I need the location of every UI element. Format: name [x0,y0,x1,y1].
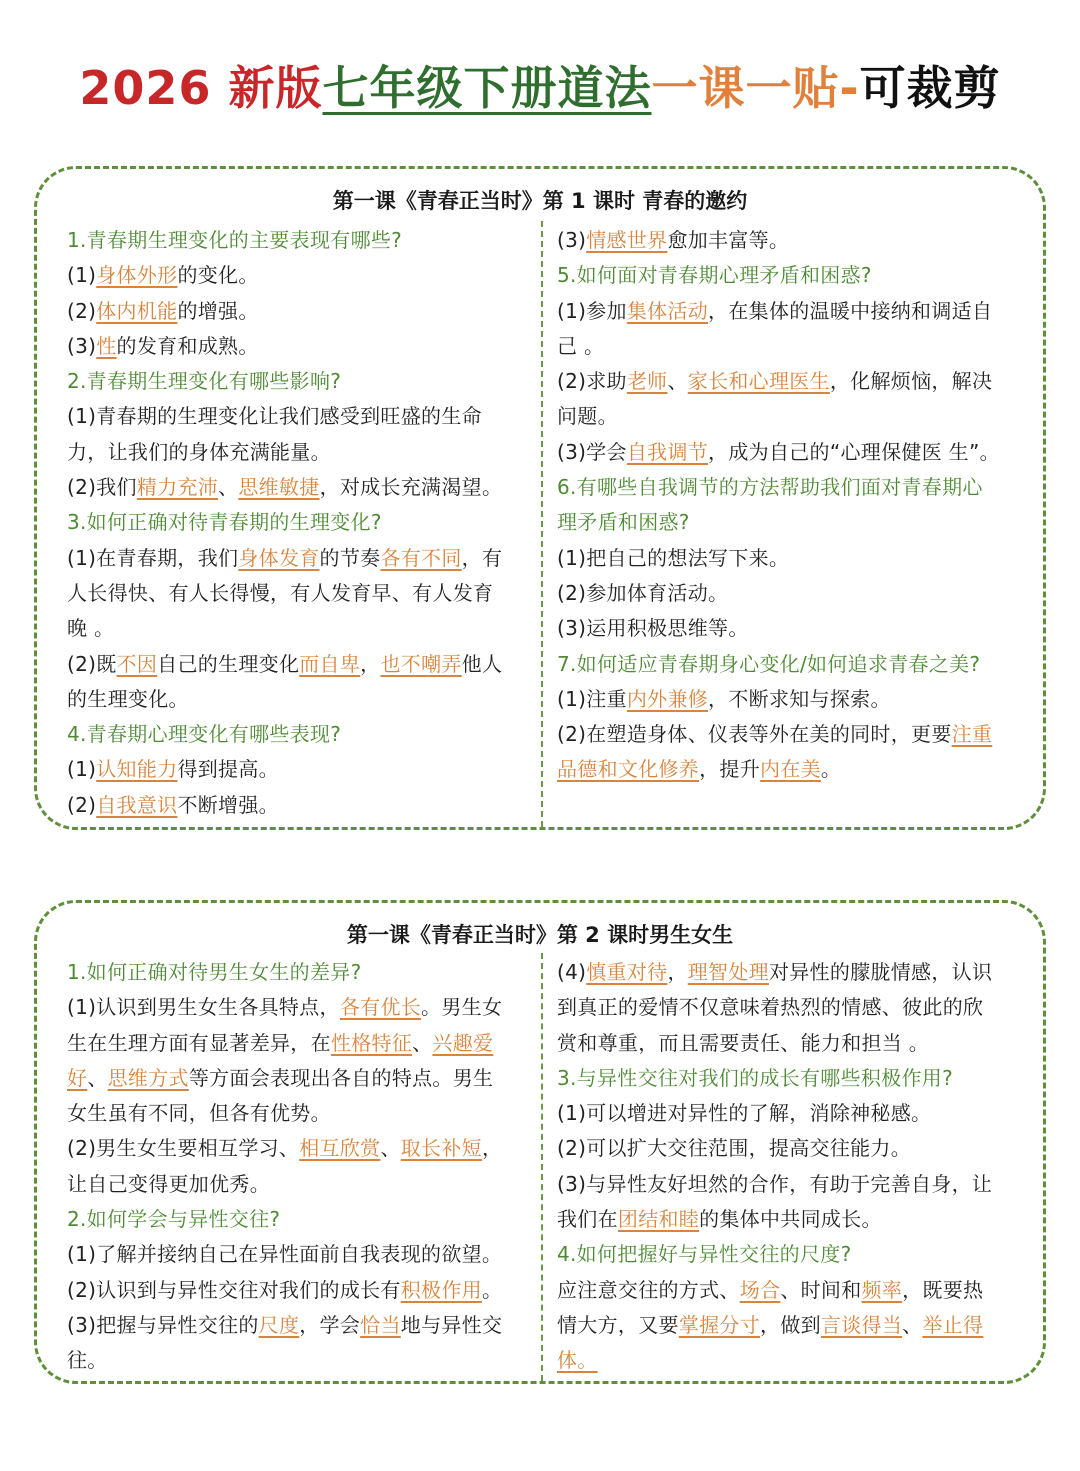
text-line [67,505,527,540]
text-line [557,1026,1017,1061]
body-text: 愈加丰富等。 [667,228,790,252]
body-text: 他人 [461,651,503,676]
title-subject: 七年级下册道法 [322,61,652,115]
key-term: 相互欣赏 [299,1136,381,1161]
body-text: 、 [902,1312,923,1337]
body-text: 的发育和成熟。 [116,333,259,358]
body-text: ，提升 [699,757,761,782]
text-line [67,1131,527,1166]
body-text: 己 。 [557,333,605,358]
text-line [67,1273,527,1308]
key-term: 掌握分寸 [678,1312,761,1337]
text-line [67,1167,527,1202]
body-text: 晚 。 [67,616,115,641]
body-text: 等方面会表现出各自的特点。男生 [188,1065,494,1090]
text-line [557,1202,1017,1237]
text-line [557,1308,1017,1343]
lesson-card-2 [34,900,1046,1384]
text-line [67,223,527,258]
body-text: (4) [557,960,587,984]
body-text: (3) [67,333,97,358]
body-text: 的生理变化。 [67,686,189,711]
text-line [557,647,1017,682]
key-term: 家长和心理医生 [687,369,830,394]
title-note: 可裁剪 [859,61,1001,115]
key-term: 内外兼修 [626,686,709,711]
key-term: 尺度 [258,1312,300,1337]
body-text: 应注意交往的方式、 [557,1277,740,1302]
body-text: 赏和尊重，而且需要责任、能力和担当 。 [557,1030,930,1055]
body-text: ，有 [461,545,503,570]
key-term: 思维方式 [107,1065,189,1090]
body-text: 。 [820,757,842,782]
text-line [557,435,1017,470]
key-term: 不因 [116,651,158,676]
key-term: 注重 [951,722,993,747]
text-line [557,1131,1017,1166]
question-text: 4.青春期心理变化有哪些表现? [67,722,342,747]
text-line [557,505,1017,540]
text-line [67,470,527,505]
body-text: 的集体中共同成长。 [699,1207,882,1232]
body-text: (1) [67,757,97,782]
body-text: ，不断求知与探索。 [708,686,891,711]
body-text: (2)求助 [557,369,627,394]
body-text: 、 [380,1136,401,1161]
body-text: ，既要热 [902,1277,984,1302]
text-line [557,1061,1017,1096]
body-text: 生在生理方面有显著差异，在 [67,1030,331,1055]
text-line [557,955,1017,990]
body-text: (2)可以扩大交往范围，提高交往能力。 [557,1136,912,1161]
body-text: ， [481,1136,503,1161]
text-line [67,399,527,434]
body-text: (1)在青春期，我们 [67,545,239,570]
key-term: 认知能力 [96,757,178,782]
text-line [67,294,527,329]
key-term: 思维敏捷 [238,475,320,500]
lesson-card-1 [34,166,1046,830]
body-text: 对异性的朦胧情感，认识 [768,960,993,984]
body-text: 、 [218,475,239,500]
body-text: 、 [667,369,688,394]
text-line [67,258,527,293]
key-term: 而自卑 [299,651,361,676]
body-text: 到真正的爱情不仅意味着热烈的情感、彼此的欣 [557,995,984,1020]
text-line [67,329,527,364]
text-line [67,752,527,787]
body-text: (2)参加体育活动。 [557,580,729,605]
body-text: 我们在 [557,1207,618,1232]
title-year: 2026 新版 [79,61,323,115]
text-line [557,752,1017,787]
body-text: ， [360,651,381,676]
body-text: (1)认识到男生女生各具特点， [67,995,340,1020]
key-term: 集体活动 [626,298,709,323]
key-term: 兴趣爱 [432,1030,494,1055]
text-line [67,990,527,1025]
body-text: (1)注重 [557,686,627,711]
body-text: 情大方，又要 [557,1312,679,1337]
question-text: 理矛盾和困惑? [557,510,690,535]
text-line [67,717,527,752]
body-text: ， [667,960,688,984]
body-text: (3) [557,228,587,252]
question-text: 2.如何学会与异性交往? [67,1207,281,1232]
text-line [557,399,1017,434]
body-text: 自己的生理变化 [157,651,300,676]
key-term: 身体发育 [238,545,320,570]
text-line [557,294,1017,329]
body-text: ，化解烦恼，解决 [829,369,993,394]
body-text: 不断增强。 [177,792,279,817]
text-line [557,576,1017,611]
body-text: (3)把握与异性交往的 [67,1312,259,1337]
body-text: (2) [67,792,97,817]
body-text: (2)在塑造身体、仪表等外在美的同时，更要 [557,722,952,747]
body-text: 、 [87,1065,108,1090]
text-line [557,682,1017,717]
text-line [557,541,1017,576]
key-term: 内在美 [760,757,821,782]
text-line [67,364,527,399]
body-text: 的变化。 [177,263,259,288]
text-line [67,1308,527,1343]
key-term: 各有优长 [339,995,422,1020]
text-line [67,955,527,990]
key-term: 品德和文化修养 [557,757,700,782]
body-text: 女生虽有不同，但各有优势。 [67,1101,331,1126]
question-text: 5.如何面对青春期心理矛盾和困惑? [557,263,872,288]
key-term: 体内机能 [96,298,178,323]
body-text: (2)我们 [67,475,137,500]
key-term: 慎重对待 [586,960,668,984]
body-text: (1) [67,263,97,288]
text-line [557,1167,1017,1202]
body-text: 问题。 [557,404,618,429]
body-text: (2)认识到与异性交往对我们的成长有 [67,1277,401,1302]
left-column [67,223,527,823]
body-text: (1)参加 [557,298,627,323]
key-term: 身体外形 [96,263,178,288]
key-term: 频率 [861,1277,903,1302]
card-heading: 第一课《青春正当时》第 2 课时男生女生 [346,923,734,947]
text-line [67,611,527,646]
body-text: ，对成长充满渴望。 [319,475,503,500]
question-text: 3.如何正确对待青春期的生理变化? [67,510,382,535]
body-text: 、 [412,1030,433,1055]
text-line [67,1202,527,1237]
body-text: ，做到 [760,1312,821,1337]
key-term: 体。 [557,1348,598,1373]
text-line [557,329,1017,364]
key-term: 好 [67,1065,88,1090]
text-line [557,990,1017,1025]
body-text: 、时间和 [780,1277,862,1302]
key-term: 自我调节 [626,439,709,464]
key-term: 言谈得当 [820,1312,903,1337]
left-column [67,955,527,1379]
question-text: 1.青春期生理变化的主要表现有哪些? [67,228,403,252]
text-line [67,541,527,576]
key-term: 各有不同 [380,545,462,570]
body-text: (3)与异性友好坦然的合作，有助于完善自身，让 [557,1171,993,1196]
text-line [67,435,527,470]
page-title [0,52,1080,118]
text-line [67,576,527,611]
card-heading: 第一课《青春正当时》第 1 课时 青春的邀约 [332,189,748,213]
body-text: (3)运用积极思维等。 [557,616,749,641]
question-text: 3.与异性交往对我们的成长有哪些积极作用? [557,1065,953,1090]
text-line [557,1343,1017,1378]
body-text: 的增强。 [177,298,259,323]
body-text: 的节奏 [319,545,381,570]
body-text: ，在集体的温暖中接纳和调适自 [708,298,993,323]
body-text: 力，让我们的身体充满能量。 [67,439,331,464]
body-text: 让自己变得更加优秀。 [67,1171,270,1196]
key-term: 举止得 [922,1312,984,1337]
body-text: ，学会 [299,1312,361,1337]
text-line [557,1096,1017,1131]
body-text: (1)把自己的想法写下来。 [557,545,790,570]
question-text: 1.如何正确对待男生女生的差异? [67,960,362,984]
text-line [557,1273,1017,1308]
text-line [67,647,527,682]
key-term: 积极作用 [400,1277,482,1302]
question-text: 4.如何把握好与异性交往的尺度? [557,1242,852,1267]
body-text: 。男生女 [421,995,503,1020]
key-term: 精力充沛 [136,475,219,500]
body-text: (1)可以增进对异性的了解，消除神秘感。 [557,1101,932,1126]
text-line [557,258,1017,293]
text-line [557,470,1017,505]
key-term: 恰当 [360,1312,401,1337]
key-term: 性 [96,333,117,358]
body-text: (3)学会 [557,439,627,464]
text-line [557,1237,1017,1272]
key-term: 理智处理 [687,960,769,984]
body-text: 往。 [67,1348,108,1373]
body-text: (2)男生女生要相互学习、 [67,1136,300,1161]
key-term: 老师 [626,369,668,394]
body-text: (1)青春期的生理变化让我们感受到旺盛的生命 [67,404,482,429]
key-term: 团结和睦 [617,1207,700,1232]
body-text: (2) [67,298,97,323]
body-text: 。 [481,1277,503,1302]
key-term: 也不嘲弄 [380,651,462,676]
text-line [67,682,527,717]
key-term: 情感世界 [586,228,668,252]
text-line [67,1343,527,1378]
text-line [67,1061,527,1096]
body-text: ，成为自己的“心理保健医 生”。 [708,439,1000,464]
body-text: (1)了解并接纳自己在异性面前自我表现的欲望。 [67,1242,503,1267]
body-text: 人长得快、有人长得慢，有人发育早、有人发育 [67,580,494,605]
title-tagline: 一课一贴- [651,61,860,115]
text-line [557,364,1017,399]
right-column [557,223,1017,788]
key-term: 自我意识 [96,792,178,817]
question-text: 6.有哪些自我调节的方法帮助我们面对青春期心 [557,475,983,500]
key-term: 性格特征 [330,1030,413,1055]
key-term: 场合 [739,1277,781,1302]
text-line [67,1237,527,1272]
text-line [557,223,1017,258]
column-divider [541,221,543,827]
text-line [557,611,1017,646]
question-text: 2.青春期生理变化有哪些影响? [67,369,342,394]
text-line [557,717,1017,752]
right-column [557,955,1017,1379]
text-line [67,788,527,823]
column-divider [541,953,543,1381]
body-text: 地与异性交 [400,1312,503,1337]
key-term: 取长补短 [400,1136,482,1161]
body-text: (2)既 [67,651,117,676]
body-text: 得到提高。 [177,757,279,782]
text-line [67,1096,527,1131]
question-text: 7.如何适应青春期身心变化/如何追求青春之美? [557,651,981,676]
text-line [67,1026,527,1061]
